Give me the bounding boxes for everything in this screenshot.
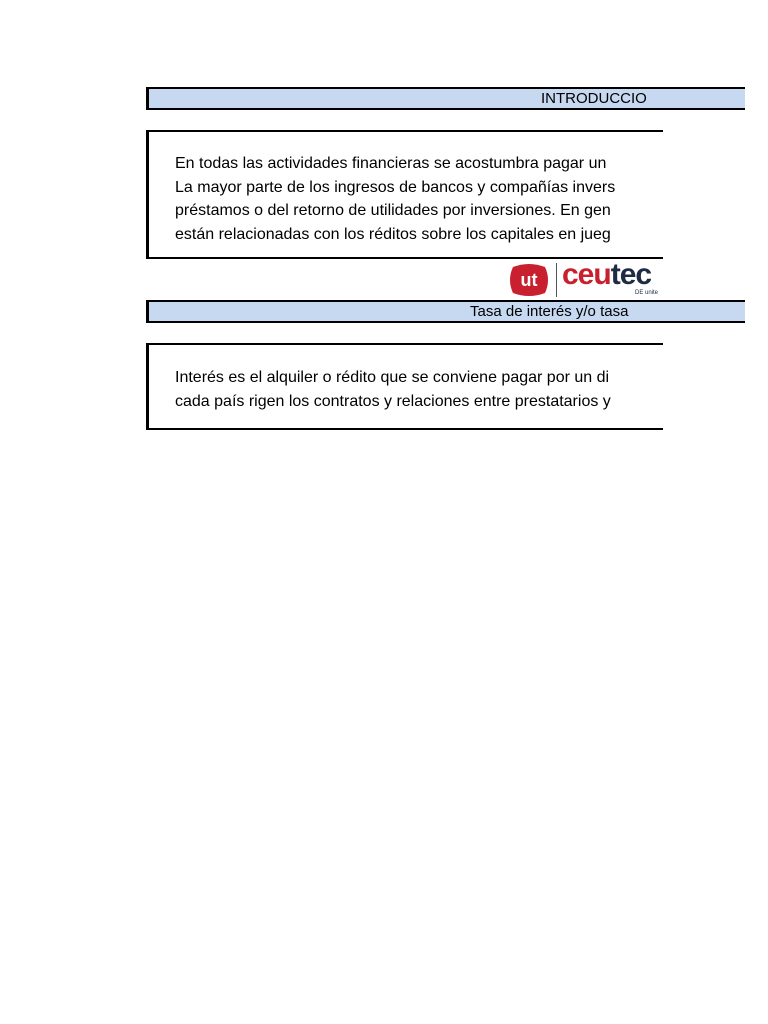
logo-word-red: ceu [562,261,611,291]
interes-line: Interés es el alquiler o rédito que se conviene pagar por un di [175,369,610,386]
ceutec-logo [507,261,663,299]
intro-line: préstamos o del retorno de utilidades por inversiones. En gen [175,202,611,219]
intro-paragraph [175,152,615,246]
intro-section-title: INTRODUCCIO [541,90,647,107]
ut-logo-icon [507,263,551,297]
intro-line: En todas las actividades financieras se acostumbra pagar un [175,155,607,172]
tasa-section-header [146,300,745,323]
intro-section-header [146,87,745,110]
logo-wordmark [562,261,651,292]
logo-mark-text: ut [520,270,538,290]
interes-text-box [146,343,663,430]
intro-text-box [146,130,663,259]
logo-divider [556,263,557,297]
logo-subtitle: DE unite [635,290,659,296]
intro-line: están relacionadas con los réditos sobre los capitales en jueg [175,225,611,243]
interes-paragraph [175,366,611,413]
intro-line: La mayor parte de los ingresos de bancos y compañías invers [175,178,616,196]
logo-word-dark: tec [610,261,652,291]
interes-line: cada país rigen los contratos y relaciones entre prestatarios y [175,392,611,410]
tasa-section-title: Tasa de interés y/o tasa [470,303,629,320]
